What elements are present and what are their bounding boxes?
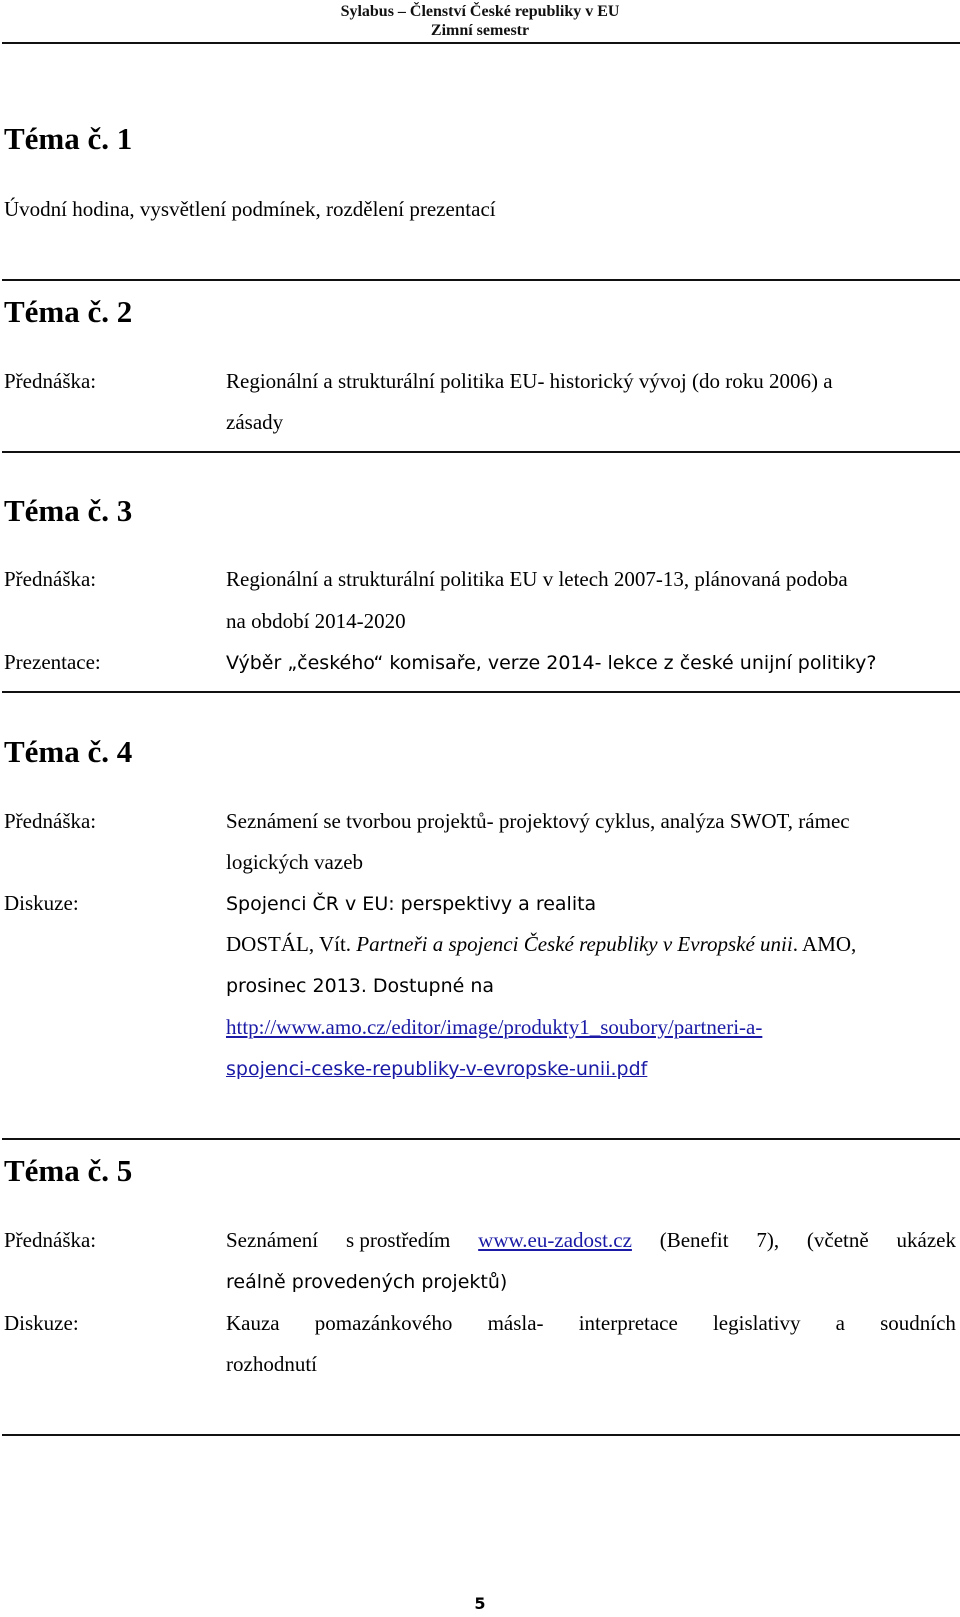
topic-3-lecture-line2: na období 2014-2020 [226,609,406,633]
topic-1-title: Téma č. 1 [4,121,133,156]
word: a [835,1311,845,1335]
word: (Benefit [659,1228,729,1252]
eu-zadost-link[interactable]: www.eu-zadost.cz [478,1228,632,1252]
topic-5-lecture-label: Přednáška: [4,1228,97,1252]
reference-link-continued[interactable]: spojenci-ceske-republiky-v-evropske-unii.pdf [226,1058,648,1080]
reference-line2: prosinec 2013. Dostupné na [226,975,495,997]
word: másla- [487,1311,544,1335]
topic-4-lecture-line2: logických vazeb [226,850,364,874]
reference-line1 [226,931,856,957]
topic-3-title: Téma č. 3 [4,493,133,528]
topic-4-lecture-label: Přednáška: [4,809,97,833]
topic-1-text: Úvodní hodina, vysvětlení podmínek, rozdělení prezentací [4,197,496,221]
topic-5-discussion-label: Diskuze: [4,1311,79,1335]
word: (včetně [806,1228,869,1252]
topic-3-presentation-text: Výběr „českého“ komisaře, verze 2014- lekce z české unijní politiky? [226,652,877,674]
header-title: Sylabus – Členství České republiky v EU [340,3,620,20]
topic-4-lecture-line1: Seznámení se tvorbou projektů- projektový cyklus, analýza SWOT, rámec [226,809,850,833]
word: interpretace [578,1311,678,1335]
header-rule [2,42,960,44]
reference-link-line2[interactable] [226,1056,647,1082]
section-divider [2,1138,960,1140]
word: ukázek [896,1228,956,1252]
section-divider [2,451,960,453]
topic-2-lecture-line2: zásady [226,410,284,434]
word: soudních [880,1311,956,1335]
topic-2-title: Téma č. 2 [4,294,133,329]
topic-3-lecture-label: Přednáška: [4,567,97,591]
section-divider [2,279,960,281]
topic-4-title: Téma č. 4 [4,734,133,769]
word: Kauza [226,1311,280,1335]
word: legislativy [712,1311,801,1335]
header-semester: Zimní semestr [430,22,530,39]
topic-5-discussion-line1 [226,1310,956,1336]
word: 7), [756,1228,780,1252]
topic-2-lecture-label: Přednáška: [4,369,97,393]
section-divider [2,691,960,693]
topic-5-discussion-line2: rozhodnutí [226,1352,317,1376]
reference-title: Partneři a spojenci České republiky v Evropské unii [356,932,793,956]
page-number: 5 [474,1594,486,1613]
topic-4-discussion-label: Diskuze: [4,891,79,915]
section-divider [2,1434,960,1436]
topic-3-presentation-label: Prezentace: [4,650,101,674]
reference-publisher: . AMO, [792,932,857,956]
word: Seznámení [226,1228,319,1252]
word: pomazánkového [314,1311,453,1335]
topic-2-lecture-line1: Regionální a strukturální politika EU- historický vývoj (do roku 2006) a [226,369,833,393]
reference-author: DOSTÁL, Vít. [226,932,352,956]
topic-5-title: Téma č. 5 [4,1153,133,1188]
topic-4-discussion-text: Spojenci ČR v EU: perspektivy a realita [226,893,597,915]
word: s prostředím [345,1228,451,1252]
topic-5-lecture-line2: reálně provedených projektů) [226,1271,508,1293]
topic-5-lecture-line1 [226,1227,956,1253]
topic-3-lecture-line1: Regionální a strukturální politika EU v letech 2007-13, plánovaná podoba [226,567,848,591]
reference-link[interactable]: http://www.amo.cz/editor/image/produkty1_soubory/partneri-a- [226,1015,763,1039]
reference-link-line1[interactable] [226,1014,762,1040]
